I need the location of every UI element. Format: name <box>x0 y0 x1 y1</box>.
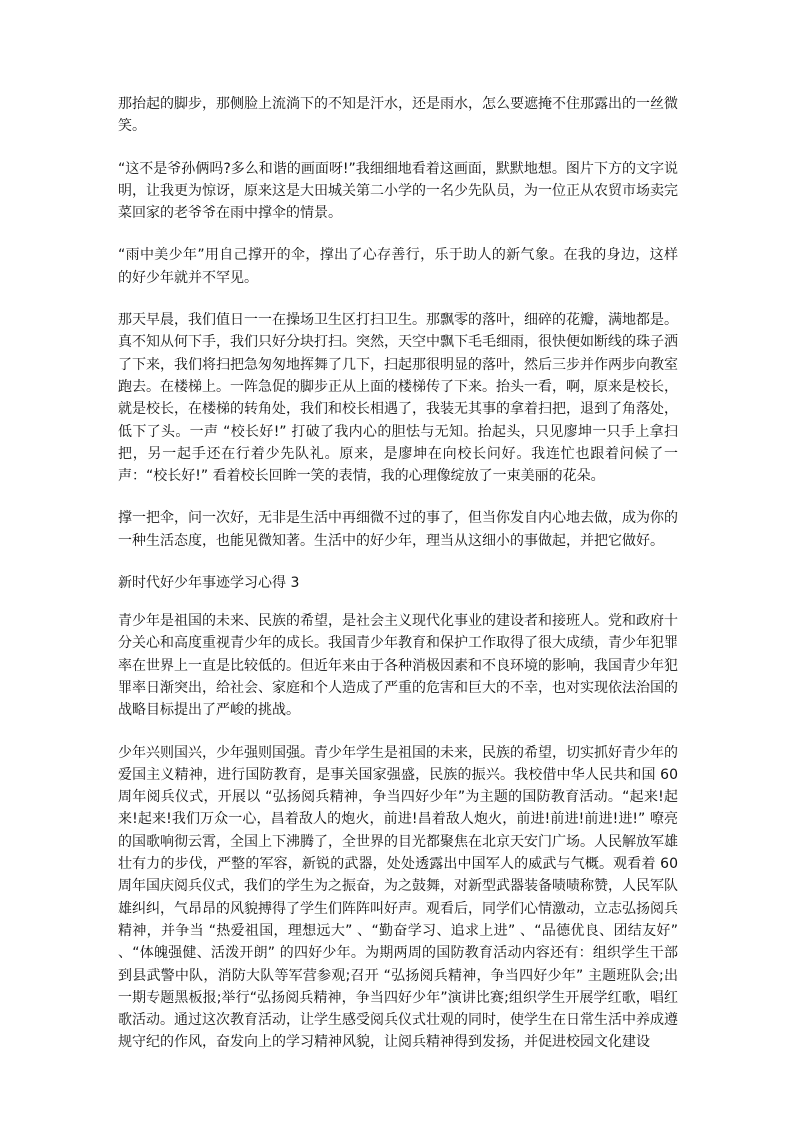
document-page <box>118 93 678 1074</box>
section-paragraph-1: 青少年是祖国的未来、民族的希望，是社会主义现代化事业的建设者和接班人。党和政府十分关心和高度重视青少年的成长。我国青少年教育和保护工作取得了很大成绩，青少年犯罪率在世界上一直是比较低的。但近年来由于各种消极因素和不良环境的影响，我国青少年犯罪率日渐突出，给社会、家庭和个人造成了严重的危害和巨大的不幸，也对实现依法治国的战略目标提出了严峻的挑战。 <box>118 613 678 719</box>
paragraph-5: 撑一把伞，问一次好，无非是生活中再细微不过的事了，但当你发自内心地去做，成为你的一种生活态度，也能见微知著。生活中的好少年，理当从这细小的事做起，并把它做好。 <box>118 510 678 549</box>
paragraph-3: “雨中美少年”用自己撑开的伞，撑出了心存善行，乐于助人的新气象。在我的身边，这样的好少年就并不罕见。 <box>118 247 678 286</box>
section-heading: 新时代好少年事迹学习心得 3 <box>118 575 300 592</box>
paragraph-2: “这不是爷孙俩吗?多么和谐的画面呀!”我细细地看着这画面，默默地想。图片下方的文字说明，让我更为惊讶，原来这是大田城关第二小学的一名少先队员，为一位正从农贸市场卖完菜回家的老爷爷在雨中撑伞的情景。 <box>118 160 678 222</box>
paragraph-1: 那抬起的脚步，那侧脸上流淌下的不知是汗水，还是雨水，怎么要遮掩不住那露出的一丝微笑。 <box>118 96 678 135</box>
paragraph-4: 那天早晨，我们值日一一在操场卫生区打扫卫生。那飘零的落叶，细碎的花瓣，满地都是。真不知从何下手，我们只好分块打扫。突然，天空中飘下毛毛细雨，很快便如断线的珠子洒了下来，我们将扫把急匆匆地挥舞了几下，扫起那很明显的落叶，然后三步并作两步向教室跑去。在楼梯上。一阵急促的脚步正从上面的楼梯传了下来。抬头一看，啊，原来是校长，就是校长，在楼梯的转角处，我们和校长相遇了，我装无其事的拿着扫把，退到了角落处，低下了头。一声 “校长好!” 打破了我内心的胆怯与无知。抬起头，只见廖坤一只手上拿扫把，另一起手还在行着少先队礼。原来，是廖坤在向校长问好。我连忙也跟着问候了一声：“校长好!” 看着校长回眸一笑的表情，我的心理像绽放了一束美丽的花朵。 <box>118 312 678 485</box>
section-paragraph-2: 少年兴则国兴，少年强则国强。青少年学生是祖国的未来，民族的希望，切实抓好青少年的爱国主义精神，进行国防教育，是事关国家强盛，民族的振兴。我校借中华人民共和国 60 周年阅兵仪式，开展以 “弘扬阅兵精神，争当四好少年”为主题的国防教育活动。“起来!起来!起来!我们万众一心，昌着敌人的炮火，前进!昌着敌人炮火，前进!前进!前进!进!” 嘹亮的国歌响彻云霄，全国上下沸腾了，全世界的目光都聚焦在北京天安门广场。人民解放军雄壮有力的步伐，严整的军容，新锐的武器，处处透露出中国军人的威武与气概。观看着 60 周年国庆阅兵仪式，我们的学生为之振奋，为之鼓舞，对新型武器装备啧啧称赞，人民军队雄纠纠，气昂昂的风貌搏得了学生们阵阵叫好声。观看后，同学们心情激动，立志弘扬阅兵精神，并争当 “热爱祖国，理想远大” 、“勤奋学习、追求上进” 、“品德优良、团结友好” 、“体魄强健、活泼开朗” 的四好少年。为期两周的国防教育活动内容还有：组织学生干部到县武警中队，消防大队等军营参观;召开 “弘扬阅兵精神，争当四好少年” 主题班队会;出一期专题黑板报;举行“弘扬阅兵精神，争当四好少年”演讲比赛;组织学生开展学红歌，唱红歌活动。通过这次教育活动，让学生感受阅兵仪式壮观的同时，使学生在日常生活中养成遵规守纪的作风，奋发向上的学习精神风貌，让阅兵精神得到发扬，并促进校园文化建设 <box>118 744 678 1051</box>
